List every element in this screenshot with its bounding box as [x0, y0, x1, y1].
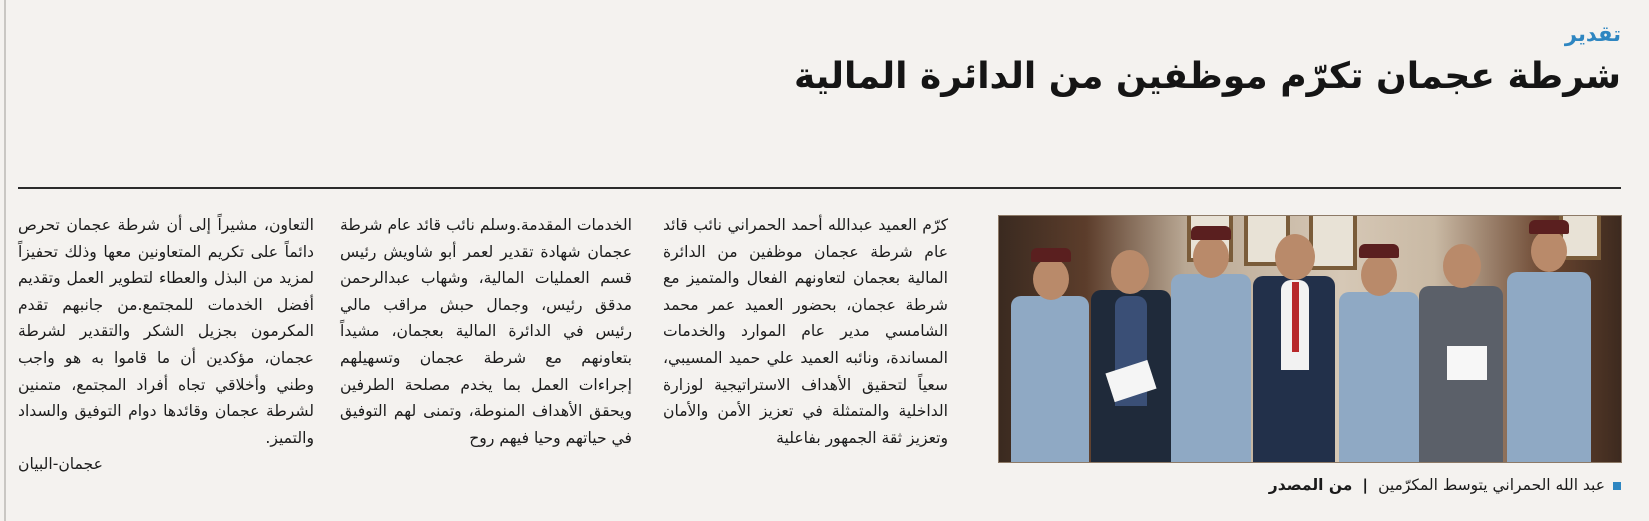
wall-frame — [1309, 215, 1357, 270]
column-1-text: كرّم العميد عبدالله أحمد الحمراني نائب قائد عام شرطة عجمان موظفين من الدائرة المالية بعجمان لتعاونهم الفعال والمتميز مع شرطة عجمان، بحضور العميد عمر محمد الشامسي مدير عام الموارد والخدمات المساندة، ونائبه العميد علي حميد المسيبي، سعياً لتحقيق الأهداف الاستراتيجية لوزارة الداخلية والمتمثلة في تعزيز الأمن والأمان وتعزيز ثقة الجمهور بفاعلية — [663, 216, 948, 447]
column-3-text: التعاون، مشيراً إلى أن شرطة عجمان تحرص دائماً على تكريم المتعاونين معها وذلك تحفيزاً لمزيد من البذل والعطاء لتطوير العمل وتقديم أفضل الخدمات للمجتمع.من جانبهم تقدم المكرمون بجزيل الشكر والتقدير لشرطة عجمان، مؤكدين أن ما قاموا به هو واجب وطني وأخلاقي تجاه أفراد المجتمع، متمنين لشرطة عجمان وقائدها دوام التوفيق والسداد والتميز. — [18, 216, 314, 447]
article-byline: عجمان-البيان — [18, 455, 103, 474]
caption-source: من المصدر — [1268, 476, 1353, 494]
article-column-2 — [340, 212, 632, 451]
column-2-text: الخدمات المقدمة.وسلم نائب قائد عام شرطة عجمان شهادة تقدير لعمر أبو شاويش رئيس قسم العمليات المالية، وشهاب عبدالرحمن مدقق رئيس، وجمال حبش مراقب مالي رئيس في الدائرة المالية بعجمان، مشيداً بتعاونهم مع شرطة عجمان وتسهيلهم إجراءات العمل بما يخدم مصلحة الطرفين ويحقق الأهداف المنوطة، وتمنى لهم التوفيق في حياتهم وحيا فيهم روح — [340, 216, 632, 447]
caption-separator: | — [1362, 476, 1369, 494]
article-photo — [998, 215, 1622, 463]
article-headline: شرطة عجمان تكرّم موظفين من الدائرة المالية — [793, 56, 1621, 97]
caption-text: عبد الله الحمراني يتوسط المكرّمين — [1378, 476, 1605, 494]
article-column-3 — [18, 212, 314, 478]
section-kicker: تقدير — [1564, 22, 1621, 46]
caption-marker-icon — [1613, 482, 1621, 490]
photo-caption — [1269, 476, 1621, 494]
article-column-1 — [663, 212, 948, 451]
column-divider — [4, 0, 6, 521]
headline-rule — [18, 187, 1621, 189]
